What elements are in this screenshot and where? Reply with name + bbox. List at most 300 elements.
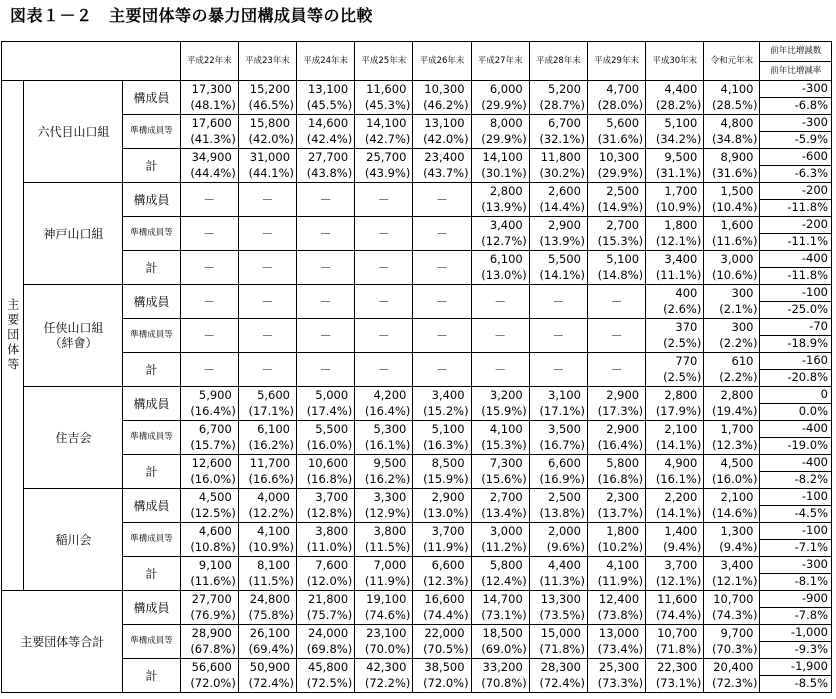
share-cell: (16.8%) bbox=[297, 472, 355, 489]
share-cell: (11.0%) bbox=[297, 540, 355, 557]
value-cell: 5,100 bbox=[413, 421, 471, 438]
value-cell: 8,900 bbox=[704, 149, 760, 166]
share-cell: (73.1%) bbox=[646, 676, 704, 693]
org-name-text: 住吉会 bbox=[55, 430, 92, 445]
year-header: 平成30年末 bbox=[646, 42, 704, 81]
value-cell: 26,100 bbox=[238, 625, 296, 642]
change-count-cell: -1,000 bbox=[760, 625, 832, 642]
share-cell: (14.6%) bbox=[704, 506, 760, 523]
value-cell: 17,300 bbox=[180, 81, 238, 98]
share-cell: (14.4%) bbox=[529, 200, 587, 217]
value-cell: 2,900 bbox=[413, 489, 471, 506]
table-row bbox=[2, 659, 832, 676]
share-cell: (72.5%) bbox=[297, 676, 355, 693]
value-cell: 2,800 bbox=[646, 387, 704, 404]
share-cell: (16.0%) bbox=[180, 472, 238, 489]
change-rate-cell: -8.2% bbox=[760, 472, 832, 489]
dash-cell: － bbox=[297, 251, 355, 285]
share-cell: (29.9%) bbox=[471, 98, 529, 115]
share-cell: (19.4%) bbox=[704, 404, 760, 421]
value-cell: 3,000 bbox=[704, 251, 760, 268]
value-cell: 11,800 bbox=[529, 149, 587, 166]
dash-cell: － bbox=[413, 217, 471, 251]
share-cell: (75.8%) bbox=[238, 608, 296, 625]
value-cell: 5,500 bbox=[297, 421, 355, 438]
change-count-cell: -100 bbox=[760, 523, 832, 540]
value-cell: 13,100 bbox=[297, 81, 355, 98]
value-cell: 5,600 bbox=[238, 387, 296, 404]
share-cell: (28.5%) bbox=[704, 98, 760, 115]
row-category: 計 bbox=[123, 659, 180, 693]
value-cell: 5,800 bbox=[471, 557, 529, 574]
value-cell: 5,100 bbox=[646, 115, 704, 132]
value-cell: 1,700 bbox=[646, 183, 704, 200]
share-cell: (16.7%) bbox=[529, 438, 587, 455]
value-cell: 5,300 bbox=[355, 421, 413, 438]
year-header: 平成25年末 bbox=[355, 42, 413, 81]
change-count-cell: -300 bbox=[760, 557, 832, 574]
value-cell: 27,700 bbox=[180, 591, 238, 608]
value-cell: 2,700 bbox=[587, 217, 645, 234]
value-cell: 2,100 bbox=[646, 421, 704, 438]
year-header: 平成22年末 bbox=[180, 42, 238, 81]
share-cell: (75.7%) bbox=[297, 608, 355, 625]
value-cell: 2,100 bbox=[704, 489, 760, 506]
value-cell: 27,700 bbox=[297, 149, 355, 166]
group-label: 主要団体等 bbox=[2, 81, 24, 591]
share-cell: (31.6%) bbox=[587, 132, 645, 149]
value-cell: 3,300 bbox=[355, 489, 413, 506]
value-cell: 5,000 bbox=[297, 387, 355, 404]
value-cell: 10,700 bbox=[646, 625, 704, 642]
dash-cell: － bbox=[413, 353, 471, 387]
share-cell: (73.3%) bbox=[587, 676, 645, 693]
share-cell: (72.0%) bbox=[180, 676, 238, 693]
value-cell: 17,600 bbox=[180, 115, 238, 132]
value-cell: 9,500 bbox=[646, 149, 704, 166]
share-cell: (15.3%) bbox=[587, 234, 645, 251]
org-name-text: 主要団体等合計 bbox=[20, 634, 105, 649]
dash-cell: － bbox=[180, 319, 238, 353]
change-rate-cell: -6.3% bbox=[760, 166, 832, 183]
value-cell: 3,400 bbox=[471, 217, 529, 234]
share-cell: (17.1%) bbox=[238, 404, 296, 421]
share-cell: (17.9%) bbox=[646, 404, 704, 421]
change-rate-cell: -25.0% bbox=[760, 302, 832, 319]
share-cell: (72.0%) bbox=[413, 676, 471, 693]
value-cell: 24,000 bbox=[297, 625, 355, 642]
share-cell: (13.8%) bbox=[529, 506, 587, 523]
table-row bbox=[2, 149, 832, 166]
value-cell: 9,500 bbox=[355, 455, 413, 472]
row-category: 準構成員等 bbox=[123, 217, 180, 251]
change-rate-cell: -11.8% bbox=[760, 268, 832, 285]
share-cell: (34.2%) bbox=[646, 132, 704, 149]
share-cell: (42.4%) bbox=[297, 132, 355, 149]
change-rate-cell: -11.8% bbox=[760, 200, 832, 217]
share-cell: (2.5%) bbox=[646, 370, 704, 387]
value-cell: 11,600 bbox=[646, 591, 704, 608]
year-header: 令和元年末 bbox=[704, 42, 760, 81]
value-cell: 8,500 bbox=[413, 455, 471, 472]
share-cell: (32.1%) bbox=[529, 132, 587, 149]
value-cell: 4,800 bbox=[704, 115, 760, 132]
value-cell: 3,700 bbox=[646, 557, 704, 574]
org-name-text: 任侠山口組 bbox=[43, 321, 104, 335]
table-row bbox=[2, 489, 832, 506]
share-cell: (13.4%) bbox=[471, 506, 529, 523]
share-cell: (28.2%) bbox=[646, 98, 704, 115]
dash-cell: － bbox=[413, 251, 471, 285]
share-cell: (45.5%) bbox=[297, 98, 355, 115]
share-cell: (70.0%) bbox=[355, 642, 413, 659]
value-cell: 12,400 bbox=[587, 591, 645, 608]
share-cell: (72.4%) bbox=[238, 676, 296, 693]
value-cell: 10,600 bbox=[297, 455, 355, 472]
share-cell: (9.4%) bbox=[646, 540, 704, 557]
value-cell: 370 bbox=[646, 319, 704, 336]
value-cell: 3,700 bbox=[297, 489, 355, 506]
value-cell: 10,300 bbox=[413, 81, 471, 98]
share-cell: (13.7%) bbox=[587, 506, 645, 523]
share-cell: (11.9%) bbox=[587, 574, 645, 591]
change-count-cell: -600 bbox=[760, 149, 832, 166]
change-rate-cell: -19.0% bbox=[760, 438, 832, 455]
share-cell: (10.4%) bbox=[704, 200, 760, 217]
value-cell: 3,800 bbox=[297, 523, 355, 540]
change-rate-cell: -4.5% bbox=[760, 506, 832, 523]
value-cell: 25,300 bbox=[587, 659, 645, 676]
value-cell: 300 bbox=[704, 285, 760, 302]
change-rate-cell: -8.5% bbox=[760, 676, 832, 693]
value-cell: 3,500 bbox=[529, 421, 587, 438]
change-count-cell: -400 bbox=[760, 421, 832, 438]
share-cell: (72.3%) bbox=[704, 676, 760, 693]
share-cell: (15.7%) bbox=[180, 438, 238, 455]
dash-cell: － bbox=[471, 285, 529, 319]
row-category: 準構成員等 bbox=[123, 115, 180, 149]
share-cell: (2.2%) bbox=[704, 370, 760, 387]
share-cell: (16.0%) bbox=[704, 472, 760, 489]
share-cell: (31.6%) bbox=[704, 166, 760, 183]
value-cell: 4,100 bbox=[471, 421, 529, 438]
dash-cell: － bbox=[413, 285, 471, 319]
value-cell: 28,900 bbox=[180, 625, 238, 642]
share-cell: (14.1%) bbox=[529, 268, 587, 285]
share-cell: (70.5%) bbox=[413, 642, 471, 659]
row-category: 構成員 bbox=[123, 285, 180, 319]
share-cell: (16.4%) bbox=[180, 404, 238, 421]
value-cell: 8,100 bbox=[238, 557, 296, 574]
table-row bbox=[2, 387, 832, 404]
table-row bbox=[2, 523, 832, 540]
share-cell: (74.3%) bbox=[704, 608, 760, 625]
value-cell: 6,600 bbox=[529, 455, 587, 472]
value-cell: 1,600 bbox=[704, 217, 760, 234]
value-cell: 21,800 bbox=[297, 591, 355, 608]
dash-cell: － bbox=[238, 319, 296, 353]
share-cell: (17.1%) bbox=[529, 404, 587, 421]
share-cell: (13.0%) bbox=[413, 506, 471, 523]
dash-cell: － bbox=[297, 353, 355, 387]
share-cell: (31.1%) bbox=[646, 166, 704, 183]
dash-cell: － bbox=[587, 319, 645, 353]
row-category: 構成員 bbox=[123, 183, 180, 217]
value-cell: 2,300 bbox=[587, 489, 645, 506]
share-cell: (44.1%) bbox=[238, 166, 296, 183]
share-cell: (10.8%) bbox=[180, 540, 238, 557]
change-count-cell: -1,900 bbox=[760, 659, 832, 676]
value-cell: 2,600 bbox=[529, 183, 587, 200]
share-cell: (2.6%) bbox=[646, 302, 704, 319]
value-cell: 4,500 bbox=[180, 489, 238, 506]
share-cell: (29.9%) bbox=[471, 132, 529, 149]
change-rate-cell: -9.3% bbox=[760, 642, 832, 659]
dash-cell: － bbox=[587, 353, 645, 387]
org-name bbox=[24, 183, 123, 285]
change-count-cell: -900 bbox=[760, 591, 832, 608]
value-cell: 3,000 bbox=[471, 523, 529, 540]
year-header: 平成27年末 bbox=[471, 42, 529, 81]
row-category: 準構成員等 bbox=[123, 319, 180, 353]
value-cell: 11,600 bbox=[355, 81, 413, 98]
row-category: 準構成員等 bbox=[123, 421, 180, 455]
year-header: 平成23年末 bbox=[238, 42, 296, 81]
dash-cell: － bbox=[238, 285, 296, 319]
share-cell: (15.6%) bbox=[471, 472, 529, 489]
share-cell: (28.7%) bbox=[529, 98, 587, 115]
share-cell: (12.8%) bbox=[297, 506, 355, 523]
share-cell: (12.1%) bbox=[646, 574, 704, 591]
value-cell: 14,100 bbox=[355, 115, 413, 132]
value-cell: 2,900 bbox=[529, 217, 587, 234]
org-name bbox=[24, 387, 123, 489]
share-cell: (46.2%) bbox=[413, 98, 471, 115]
change-count-cell: -200 bbox=[760, 217, 832, 234]
share-cell: (46.5%) bbox=[238, 98, 296, 115]
share-cell: (16.2%) bbox=[238, 438, 296, 455]
change-rate-cell: -11.1% bbox=[760, 234, 832, 251]
dash-cell: － bbox=[180, 353, 238, 387]
change-rate-cell: -5.9% bbox=[760, 132, 832, 149]
value-cell: 45,800 bbox=[297, 659, 355, 676]
share-cell: (73.8%) bbox=[587, 608, 645, 625]
value-cell: 9,100 bbox=[180, 557, 238, 574]
share-cell: (74.6%) bbox=[355, 608, 413, 625]
share-cell: (11.5%) bbox=[238, 574, 296, 591]
value-cell: 7,000 bbox=[355, 557, 413, 574]
share-cell: (15.9%) bbox=[471, 404, 529, 421]
value-cell: 1,400 bbox=[646, 523, 704, 540]
value-cell: 31,000 bbox=[238, 149, 296, 166]
share-cell: (10.9%) bbox=[238, 540, 296, 557]
value-cell: 13,000 bbox=[587, 625, 645, 642]
value-cell: 7,300 bbox=[471, 455, 529, 472]
row-category: 計 bbox=[123, 455, 180, 489]
value-cell: 4,000 bbox=[238, 489, 296, 506]
share-cell: (11.6%) bbox=[180, 574, 238, 591]
value-cell: 610 bbox=[704, 353, 760, 370]
dash-cell: － bbox=[529, 319, 587, 353]
share-cell: (70.3%) bbox=[704, 642, 760, 659]
value-cell: 3,400 bbox=[413, 387, 471, 404]
share-cell: (44.4%) bbox=[180, 166, 238, 183]
change-count-cell: -300 bbox=[760, 115, 832, 132]
share-cell: (16.9%) bbox=[529, 472, 587, 489]
value-cell: 10,300 bbox=[587, 149, 645, 166]
row-category: 構成員 bbox=[123, 81, 180, 115]
share-cell: (69.8%) bbox=[297, 642, 355, 659]
value-cell: 22,000 bbox=[413, 625, 471, 642]
value-cell: 4,700 bbox=[587, 81, 645, 98]
share-cell: (73.1%) bbox=[471, 608, 529, 625]
change-rate-cell: -7.1% bbox=[760, 540, 832, 557]
row-category: 計 bbox=[123, 557, 180, 591]
change-count-cell: -100 bbox=[760, 489, 832, 506]
value-cell: 38,500 bbox=[413, 659, 471, 676]
value-cell: 6,100 bbox=[238, 421, 296, 438]
value-cell: 4,100 bbox=[587, 557, 645, 574]
row-category: 計 bbox=[123, 149, 180, 183]
dash-cell: － bbox=[413, 183, 471, 217]
share-cell: (73.4%) bbox=[587, 642, 645, 659]
share-cell: (10.2%) bbox=[587, 540, 645, 557]
share-cell: (30.2%) bbox=[529, 166, 587, 183]
value-cell: 23,100 bbox=[355, 625, 413, 642]
share-cell: (48.1%) bbox=[180, 98, 238, 115]
value-cell: 23,400 bbox=[413, 149, 471, 166]
dash-cell: － bbox=[180, 285, 238, 319]
value-cell: 50,900 bbox=[238, 659, 296, 676]
comparison-table bbox=[1, 41, 832, 693]
value-cell: 13,100 bbox=[413, 115, 471, 132]
value-cell: 24,800 bbox=[238, 591, 296, 608]
value-cell: 5,600 bbox=[587, 115, 645, 132]
value-cell: 2,700 bbox=[471, 489, 529, 506]
change-count-cell: -100 bbox=[760, 285, 832, 302]
dash-cell: － bbox=[180, 183, 238, 217]
share-cell: (70.8%) bbox=[471, 676, 529, 693]
share-cell: (16.8%) bbox=[587, 472, 645, 489]
value-cell: 4,500 bbox=[704, 455, 760, 472]
change-count-cell: -300 bbox=[760, 81, 832, 98]
year-header: 平成28年末 bbox=[529, 42, 587, 81]
year-header: 平成26年末 bbox=[413, 42, 471, 81]
value-cell: 4,400 bbox=[646, 81, 704, 98]
share-cell: (16.4%) bbox=[355, 404, 413, 421]
change-count-cell: -200 bbox=[760, 183, 832, 200]
dash-cell: － bbox=[355, 353, 413, 387]
share-cell: (13.9%) bbox=[471, 200, 529, 217]
share-cell: (76.9%) bbox=[180, 608, 238, 625]
dash-cell: － bbox=[238, 217, 296, 251]
share-cell: (67.8%) bbox=[180, 642, 238, 659]
value-cell: 18,500 bbox=[471, 625, 529, 642]
year-header: 平成24年末 bbox=[297, 42, 355, 81]
dash-cell: － bbox=[529, 353, 587, 387]
value-cell: 400 bbox=[646, 285, 704, 302]
dash-cell: － bbox=[238, 183, 296, 217]
share-cell: (42.0%) bbox=[238, 132, 296, 149]
share-cell: (71.8%) bbox=[646, 642, 704, 659]
share-cell: (11.1%) bbox=[646, 268, 704, 285]
change-count-cell: -400 bbox=[760, 251, 832, 268]
dash-cell: － bbox=[355, 217, 413, 251]
change-count-cell: 0 bbox=[760, 387, 832, 404]
value-cell: 4,100 bbox=[238, 523, 296, 540]
row-category: 準構成員等 bbox=[123, 625, 180, 659]
org-name-text: 六代目山口組 bbox=[37, 124, 110, 139]
row-category: 計 bbox=[123, 251, 180, 285]
share-cell: (16.0%) bbox=[297, 438, 355, 455]
value-cell: 15,200 bbox=[238, 81, 296, 98]
value-cell: 9,700 bbox=[704, 625, 760, 642]
share-cell: (69.4%) bbox=[238, 642, 296, 659]
value-cell: 10,700 bbox=[704, 591, 760, 608]
row-category: 計 bbox=[123, 353, 180, 387]
value-cell: 6,700 bbox=[529, 115, 587, 132]
share-cell: (9.4%) bbox=[704, 540, 760, 557]
row-category: 準構成員等 bbox=[123, 523, 180, 557]
table-row bbox=[2, 81, 832, 98]
value-cell: 5,900 bbox=[180, 387, 238, 404]
share-cell: (11.3%) bbox=[529, 574, 587, 591]
dash-cell: － bbox=[587, 285, 645, 319]
dash-cell: － bbox=[297, 217, 355, 251]
share-cell: (10.9%) bbox=[646, 200, 704, 217]
share-cell: (34.8%) bbox=[704, 132, 760, 149]
value-cell: 3,800 bbox=[355, 523, 413, 540]
share-cell: (14.9%) bbox=[587, 200, 645, 217]
value-cell: 11,700 bbox=[238, 455, 296, 472]
share-cell: (16.1%) bbox=[646, 472, 704, 489]
value-cell: 1,300 bbox=[704, 523, 760, 540]
table-row bbox=[2, 115, 832, 132]
share-cell: (74.4%) bbox=[413, 608, 471, 625]
share-cell: (72.2%) bbox=[355, 676, 413, 693]
share-cell: (69.0%) bbox=[471, 642, 529, 659]
value-cell: 2,800 bbox=[471, 183, 529, 200]
value-cell: 14,600 bbox=[297, 115, 355, 132]
value-cell: 5,500 bbox=[529, 251, 587, 268]
share-cell: (11.9%) bbox=[413, 540, 471, 557]
share-cell: (16.4%) bbox=[587, 438, 645, 455]
dash-cell: － bbox=[529, 285, 587, 319]
value-cell: 2,900 bbox=[587, 421, 645, 438]
value-cell: 8,000 bbox=[471, 115, 529, 132]
value-cell: 2,800 bbox=[704, 387, 760, 404]
share-cell: (41.3%) bbox=[180, 132, 238, 149]
value-cell: 15,800 bbox=[238, 115, 296, 132]
value-cell: 4,600 bbox=[180, 523, 238, 540]
share-cell: (13.0%) bbox=[471, 268, 529, 285]
year-header: 平成29年末 bbox=[587, 42, 645, 81]
share-cell: (11.6%) bbox=[704, 234, 760, 251]
change-count-cell: -160 bbox=[760, 353, 832, 370]
share-cell: (12.7%) bbox=[471, 234, 529, 251]
share-cell: (12.0%) bbox=[297, 574, 355, 591]
share-cell: (28.0%) bbox=[587, 98, 645, 115]
share-cell: (43.8%) bbox=[297, 166, 355, 183]
value-cell: 5,100 bbox=[587, 251, 645, 268]
org-name-sub: （絆會） bbox=[49, 336, 98, 350]
share-cell: (43.7%) bbox=[413, 166, 471, 183]
table-row bbox=[2, 217, 832, 234]
share-cell: (12.3%) bbox=[704, 438, 760, 455]
value-cell: 300 bbox=[704, 319, 760, 336]
value-cell: 3,400 bbox=[704, 557, 760, 574]
value-cell: 4,400 bbox=[529, 557, 587, 574]
